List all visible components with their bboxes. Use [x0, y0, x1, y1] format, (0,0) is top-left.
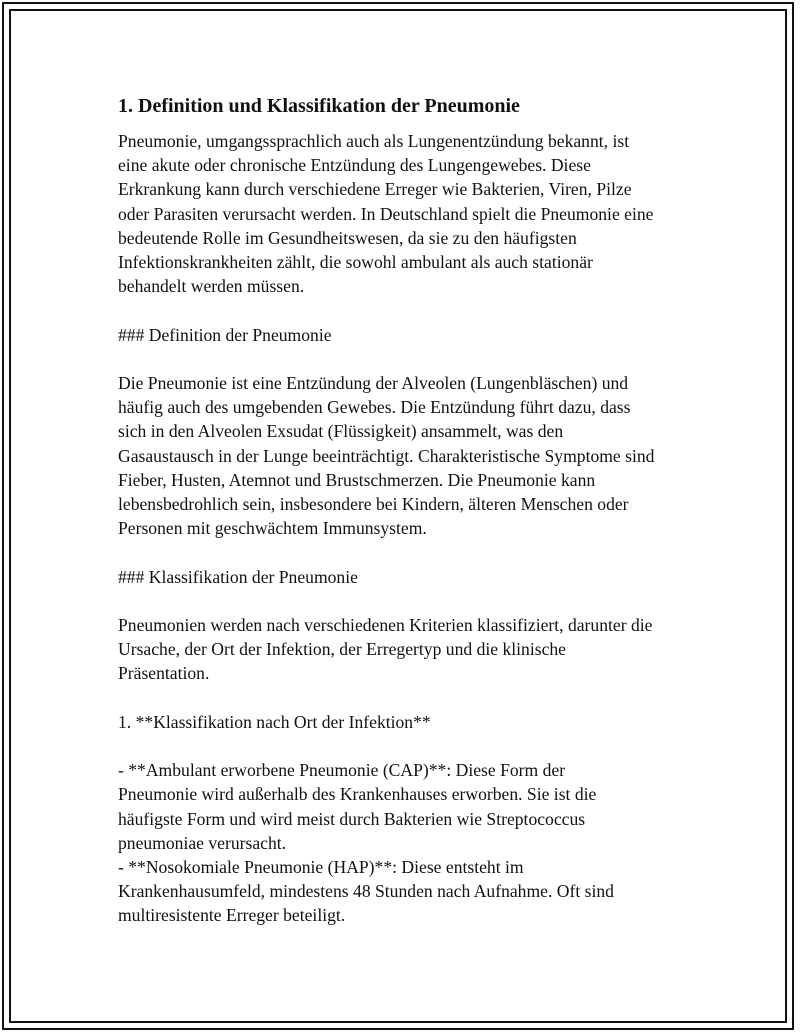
list-item-heading: 1. **Klassifikation nach Ort der Infektion** [118, 711, 431, 732]
definition-paragraph: Die Pneumonie ist eine Entzündung der Alveolen (Lungenbläschen) und häufig auch des umgebenden Gewebes. Die Entzündung führt dazu, dass sich in den Alveolen Exsudat (Flüssigkeit) ansammelt, was den Gasaustausch in der Lunge beeinträchtigt. Charakteristische Symptome sind Fieber, Husten, Atemnot und Brustschmerzen. Die Pneumonie kann lebensbedrohlich sein, insbesondere bei Kindern, älteren Menschen oder Personen mit geschwächtem Immunsystem. [118, 373, 655, 539]
spacer [118, 589, 688, 613]
definition-heading: ### Definition der Pneumonie [118, 324, 332, 345]
bullet-cap: - **Ambulant erworbene Pneumonie (CAP)**: Diese Form der Pneumonie wird außerhalb des Krankenhauses erworben. Sie ist die häufigste Form und wird meist durch Bakterien wie Streptococcus pneumoniae verursacht. [118, 760, 597, 853]
spacer [118, 686, 688, 710]
bullet-hap: - **Nosokomiale Pneumonie (HAP)**: Diese entsteht im Krankenhausumfeld, mindestens 48 Stunden nach Aufnahme. Oft sind multiresistente Erreger beteiligt. [118, 857, 614, 926]
document-body [118, 92, 688, 928]
spacer [118, 298, 688, 322]
classification-paragraph: Pneumonien werden nach verschiedenen Kriterien klassifiziert, darunter die Ursache, der Ort der Infektion, der Erregertyp und die klinische Präsentation. [118, 615, 653, 684]
document-title: 1. Definition und Klassifikation der Pneumonie [118, 95, 520, 117]
spacer [118, 540, 688, 564]
intro-paragraph: Pneumonie, umgangssprachlich auch als Lungenentzündung bekannt, ist eine akute oder chronische Entzündung des Lungengewebes. Diese Erkrankung kann durch verschiedene Erreger wie Bakterien, Viren, Pilze oder Parasiten verursacht werden. In Deutschland spielt die Pneumonie eine bedeutende Rolle im Gesundheitswesen, da sie zu den häufigsten Infektionskrankheiten zählt, die sowohl ambulant als auch stationär behandelt werden müssen. [118, 131, 654, 297]
classification-heading: ### Klassifikation der Pneumonie [118, 566, 358, 587]
spacer [118, 347, 688, 371]
spacer [118, 734, 688, 758]
